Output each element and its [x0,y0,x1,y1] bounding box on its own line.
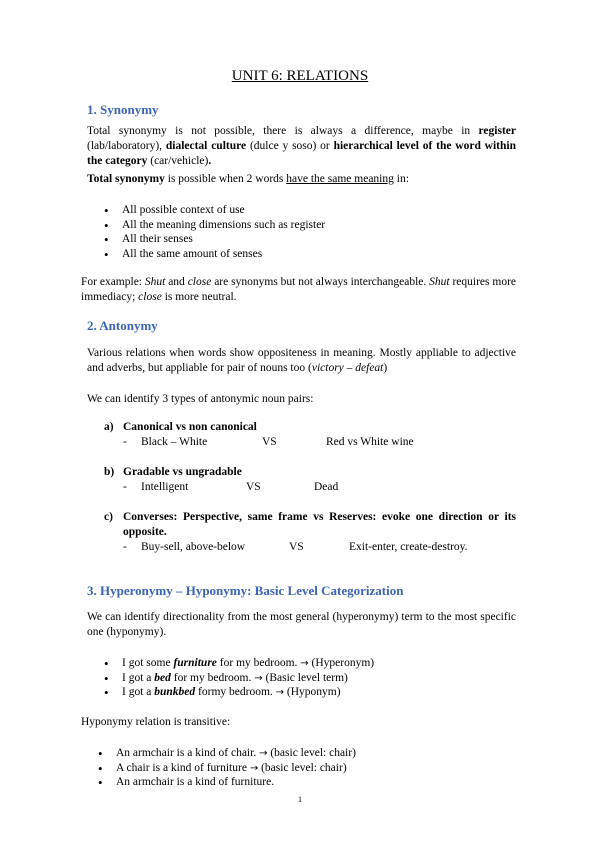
list-item [98,761,356,776]
text: An armchair is a kind of chair. [116,747,260,759]
bold-italic-word: furniture [173,657,217,669]
bold-period: . [208,155,212,167]
text: For example: [81,276,145,288]
heading-synonymy: 1. Synonymy [87,102,159,117]
italic-word: close [138,291,162,303]
text: A chair is a kind of furniture [116,761,250,774]
arrow-right-icon: → [249,762,259,774]
example-right: Dead [314,481,339,493]
transitive-examples-list [98,746,356,790]
example-left: Buy-sell, above-below [141,541,246,553]
text: requires more immediacy; [81,276,517,303]
text: (car/vehicle) [147,155,209,167]
italic-word: Shut [429,276,450,288]
total-synonymy-line [87,172,516,187]
vs: VS [289,541,304,553]
dash: - [123,481,127,493]
text: is more neutral. [161,291,237,303]
hyperonymy-examples-list [104,656,374,700]
type-b-title: Gradable vs ungradable [123,466,242,478]
text: are synonyms but not always interchangeable. [211,276,430,288]
type-b-label: b) [104,466,115,478]
list-item [104,656,374,671]
text: I got a [122,686,155,699]
dash: - [123,541,127,553]
list-item: • All their senses [104,232,325,247]
hyperonymy-paragraph: We can identify directionality from the most general (hyperonymy) term to the most specific one (hyponymy). [87,611,516,638]
text: Total synonymy is not possible, there is always a difference, maybe in [87,125,479,137]
type-a-title: Canonical vs non canonical [123,421,257,433]
text: is possible when 2 words [164,173,287,185]
bold-dialectal: dialectal culture [165,140,247,152]
bold-hierarchical: hierarchical level of the word within the category [87,140,516,167]
type-a-label: a) [104,421,114,433]
bold-italic-word: bunkbed [154,686,196,699]
list-item: • All the same amount of senses [104,247,325,262]
arrow-right-icon: → [300,658,309,669]
text: formy bedroom. [195,686,276,699]
dash: - [123,436,127,448]
vs: VS [262,436,277,448]
text: for my bedroom. [216,657,301,669]
arrow-right-icon: → [259,748,268,759]
heading-hyperonymy: 3. Hyperonymy – Hyponymy: Basic Level Categorization [87,583,404,598]
list-item [104,685,374,700]
arrow-right-icon: → [254,672,263,684]
type-c-title: Converses: Perspective, same frame vs Reserves: evoke one direction or its opposite. [123,511,516,538]
example-right: Exit-enter, create-destroy. [349,541,468,553]
text: for my bedroom. [170,671,255,684]
example-left: Intelligent [141,481,189,493]
antonymy-paragraph [87,346,516,376]
vs: VS [246,481,261,493]
synonymy-conditions-list [104,203,325,261]
bold-italic-word: bed [154,671,171,684]
text: (Basic level term) [262,671,348,684]
bold-register: register [478,125,516,137]
underlined-same-meaning: have the same meaning [286,173,394,185]
synonymy-example [81,275,516,305]
page-number: 1 [298,795,302,804]
list-item: • An armchair is a kind of furniture. [98,775,356,790]
list-item [98,746,356,761]
italic-word: close [187,276,212,288]
example-left: Black – White [141,436,208,448]
list-item: • All the meaning dimensions such as register [104,218,325,233]
list-item [104,671,374,686]
antonymy-types-intro: We can identify 3 types of antonymic noun pairs: [87,393,314,405]
transitive-intro: Hyponymy relation is transitive: [81,716,231,728]
synonymy-paragraph [87,124,516,169]
arrow-right-icon: → [275,687,285,699]
example-right: Red vs White wine [326,436,414,448]
text: (basic level: chair) [258,761,347,774]
text: Various relations when words show oppositeness in meaning. Mostly appliable to adjective and adverbs, but appliable for pair of nouns too ( [87,347,516,374]
text: (Hyperonym) [308,657,375,669]
text: (dulce y soso) or [246,140,334,152]
text: and [165,276,188,288]
italic-example: victory – defeat [311,362,384,374]
text: in: [393,173,409,185]
type-c-label: c) [104,511,113,523]
bold-total-synonymy: Total synonymy [87,173,165,185]
list-item: • All possible context of use [104,203,325,218]
text: I got some [122,657,174,669]
text: (basic level: chair) [267,747,356,759]
page-title: UNIT 6: RELATIONS [231,68,369,84]
text: (Hyponym) [284,686,341,699]
italic-word: Shut [144,276,166,288]
text: (lab/laboratory), [87,140,166,152]
text: ) [383,362,388,374]
text: I got a [122,671,155,684]
heading-antonymy: 2. Antonymy [87,318,158,333]
